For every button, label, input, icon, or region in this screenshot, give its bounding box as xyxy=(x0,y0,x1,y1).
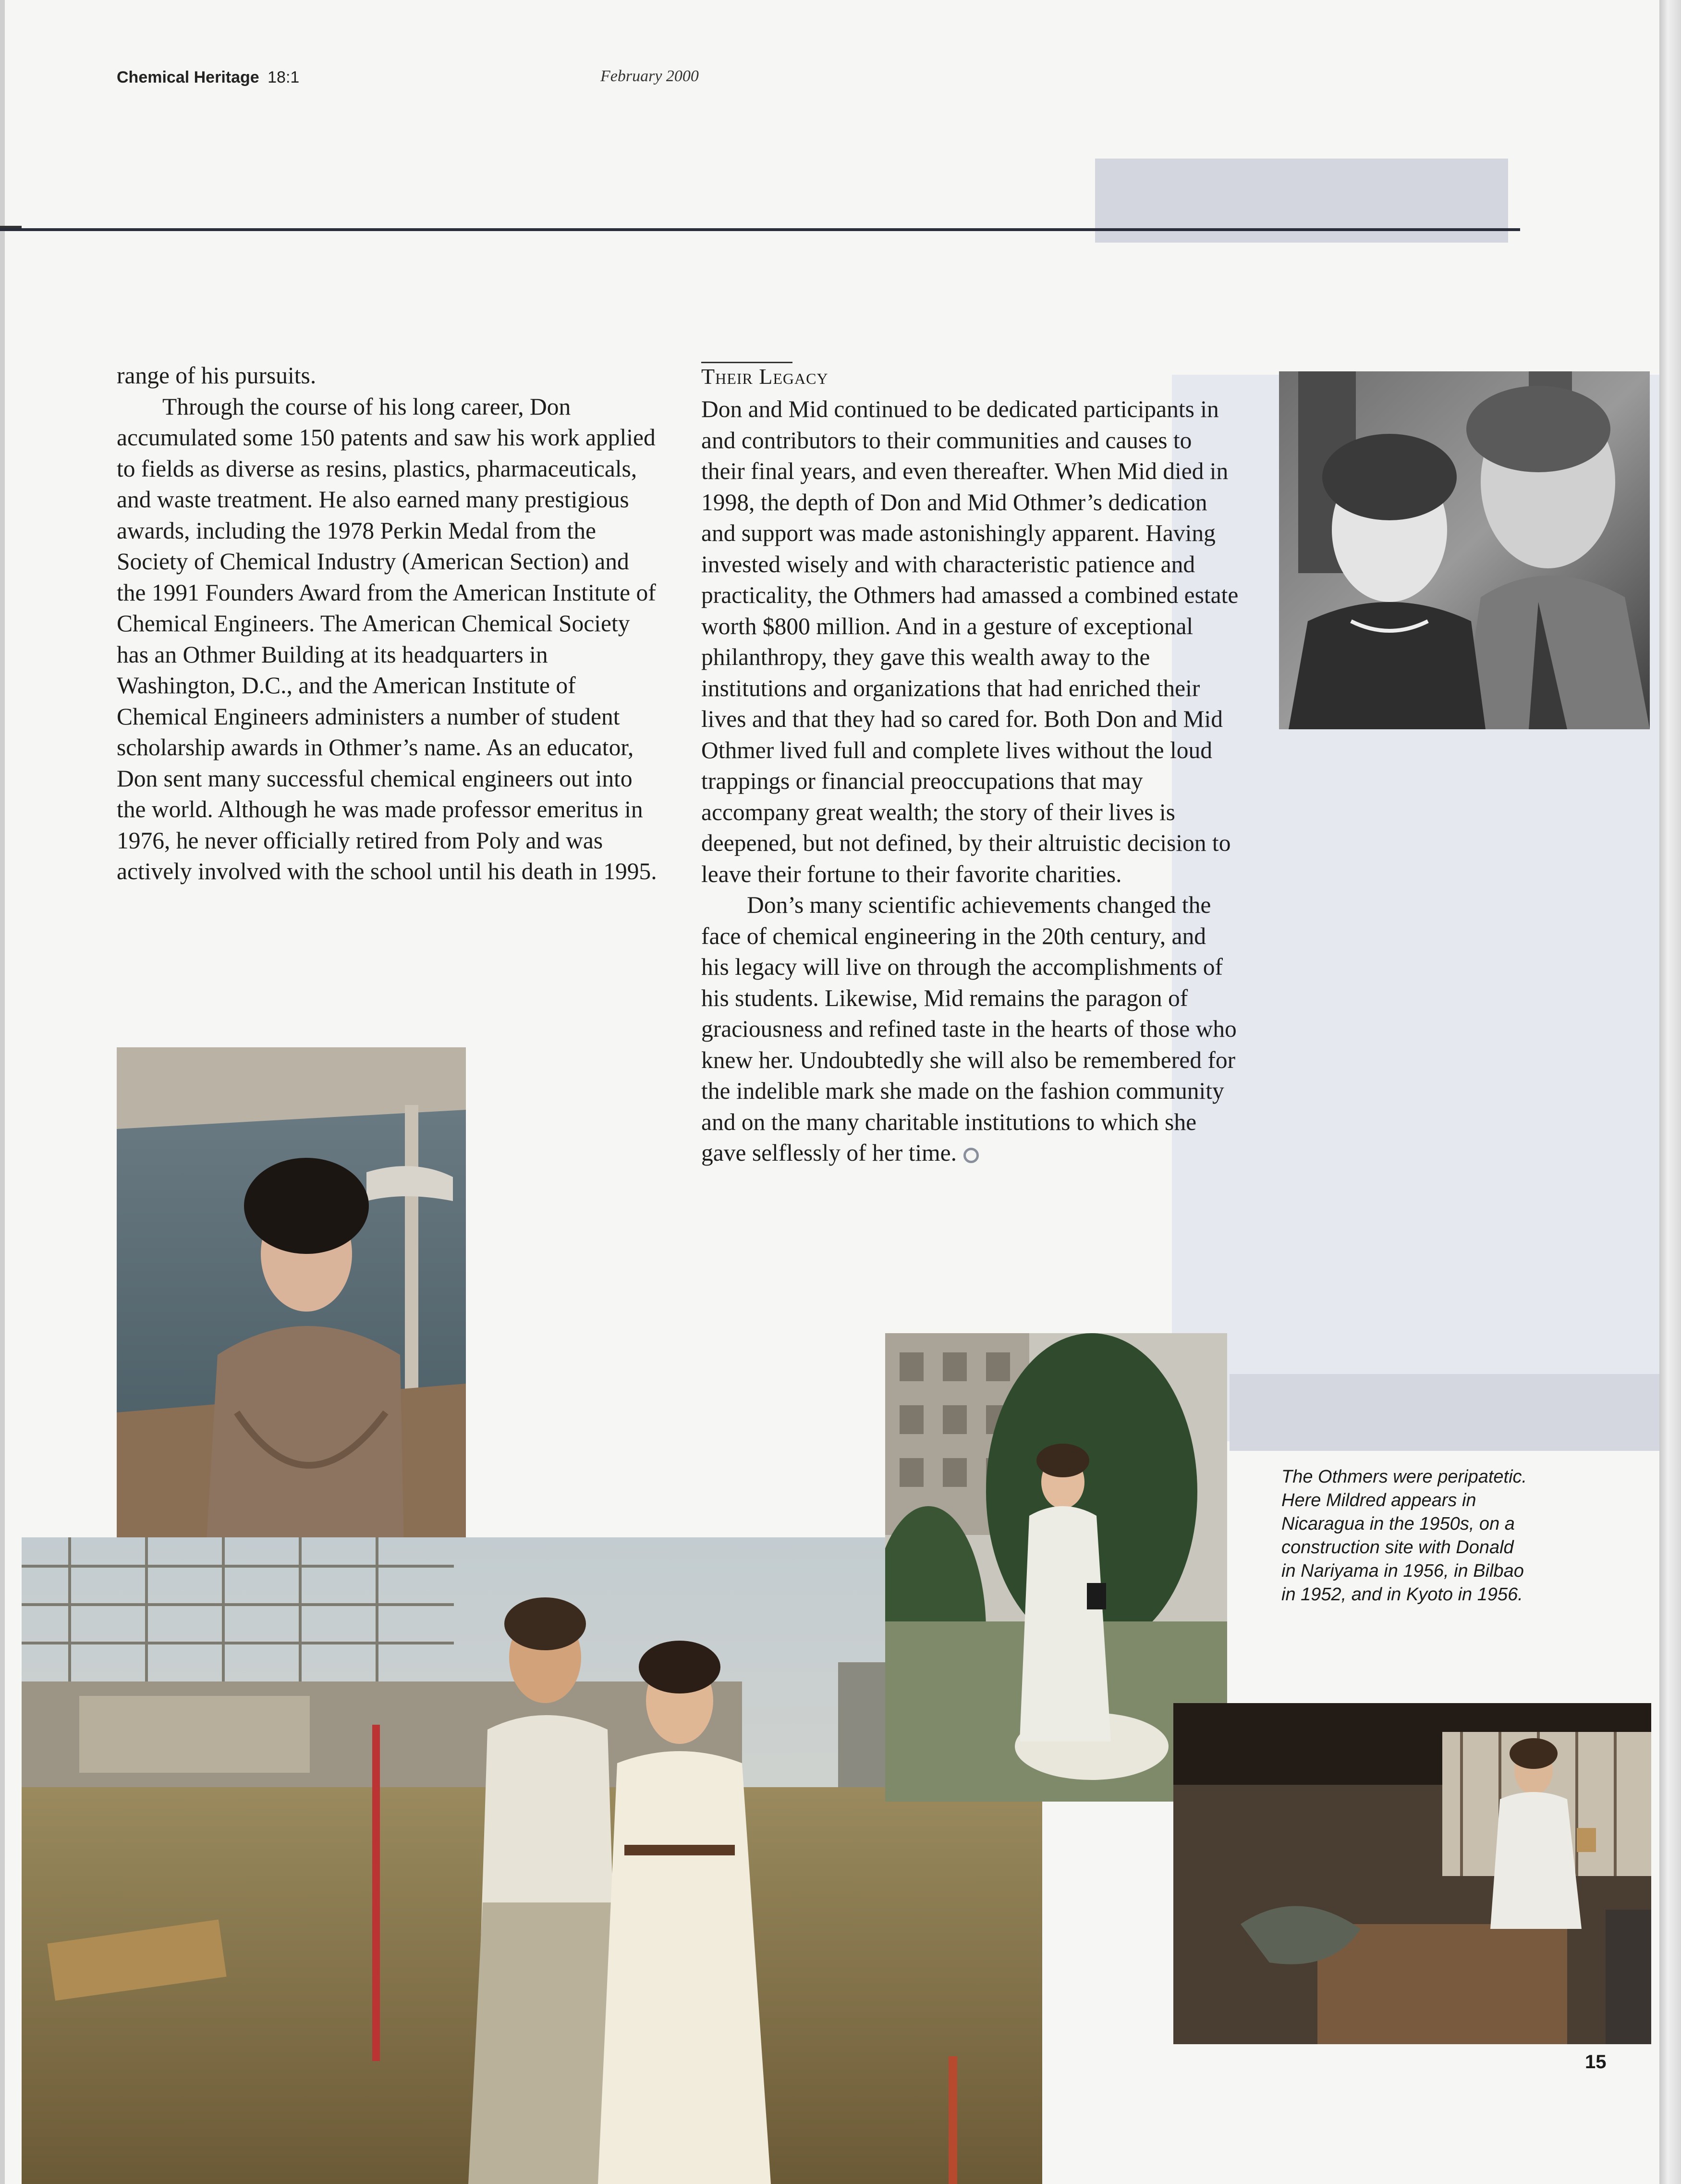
right-paragraph-1: Don and Mid continued to be dedicated participants in and contributors to their communities and causes to their final years, and even thereafter. When Mid died in 1998, the depth of Don and Mid Othmer’s dedication and support was made astonishingly apparent. Having invested wisely and with characteristic patience and practicality, the Othmers had amassed a combined estate worth $800 million. And in a gesture of exceptional philanthropy, they gave this wealth away to the institutions and organizations that had enriched their lives and that they had so cared for. Both Don and Mid Othmer lived full and complete lives without the loud trappings or financial preoccupations that may accompany great wealth; the story of their lives is deepened, but not defined, by their altruistic decision to leave their fortune to their favorite charities. xyxy=(701,396,1239,887)
publication-name: Chemical Heritage xyxy=(117,68,259,86)
running-head xyxy=(117,68,299,87)
running-date: February 2000 xyxy=(600,67,699,85)
section-heading: Their Legacy xyxy=(701,364,828,389)
page-spine-shadow xyxy=(0,0,5,2184)
page-number: 15 xyxy=(1585,2051,1607,2073)
page-edge xyxy=(1659,0,1681,2184)
photo-othmers-portrait xyxy=(1279,371,1650,729)
issue-number: 18:1 xyxy=(268,68,300,86)
section-head-rule xyxy=(701,362,792,363)
right-paragraph-2 xyxy=(701,890,1239,1169)
right-column xyxy=(701,394,1239,1169)
right-paragraph-2-text: Don’s many scientific achievements changed the face of chemical engineering in the 20th century, and his legacy will live on through the accomplishments of his students. Likewise, Mid remains the paragon of graciousness and refined taste in the hearts of those who knew her. Undoubtedly she will also be remembered for the indelible mark she made on the fashion community and on the many charitable institutions to which she gave selflessly of her time. xyxy=(701,892,1237,1166)
end-of-article-icon xyxy=(963,1148,979,1163)
left-paragraph-2: Through the course of his long career, Don accumulated some 150 patents and saw his work applied to fields as diverse as resins, plastics, pharmaceuticals, and waste treatment. He also earned many prestigious awards, including the 1978 Perkin Medal from the Society of Chemical Industry (American Section) and the 1991 Founders Award from the American Institute of Chemical Engineers. The American Chemical Society has an Othmer Building at its headquarters in Washington, D.C., and the American Institute of Chemical Engineers administers a number of student scholarship awards in Othmer’s name. As an educator, Don sent many successful chemical engineers out into the world. Although he was made professor emeritus in 1976, he never officially retired from Poly and was actively involved with the school until his death in 1995. xyxy=(117,393,657,884)
photo-mildred-kyoto xyxy=(1173,1703,1651,2044)
show-through-band xyxy=(1230,1374,1659,1451)
left-column xyxy=(117,360,659,887)
header-rule xyxy=(0,228,1520,231)
photo-mildred-nicaragua xyxy=(117,1047,466,1597)
photo-caption: The Othmers were peripatetic. Here Mildred appears in Nicaragua in the 1950s, on a construction site with Donald in Nariyama in 1956, in Bilbao in 1952, and in Kyoto in 1956. xyxy=(1281,1467,1527,1605)
left-paragraph-1: range of his pursuits. xyxy=(117,362,317,389)
